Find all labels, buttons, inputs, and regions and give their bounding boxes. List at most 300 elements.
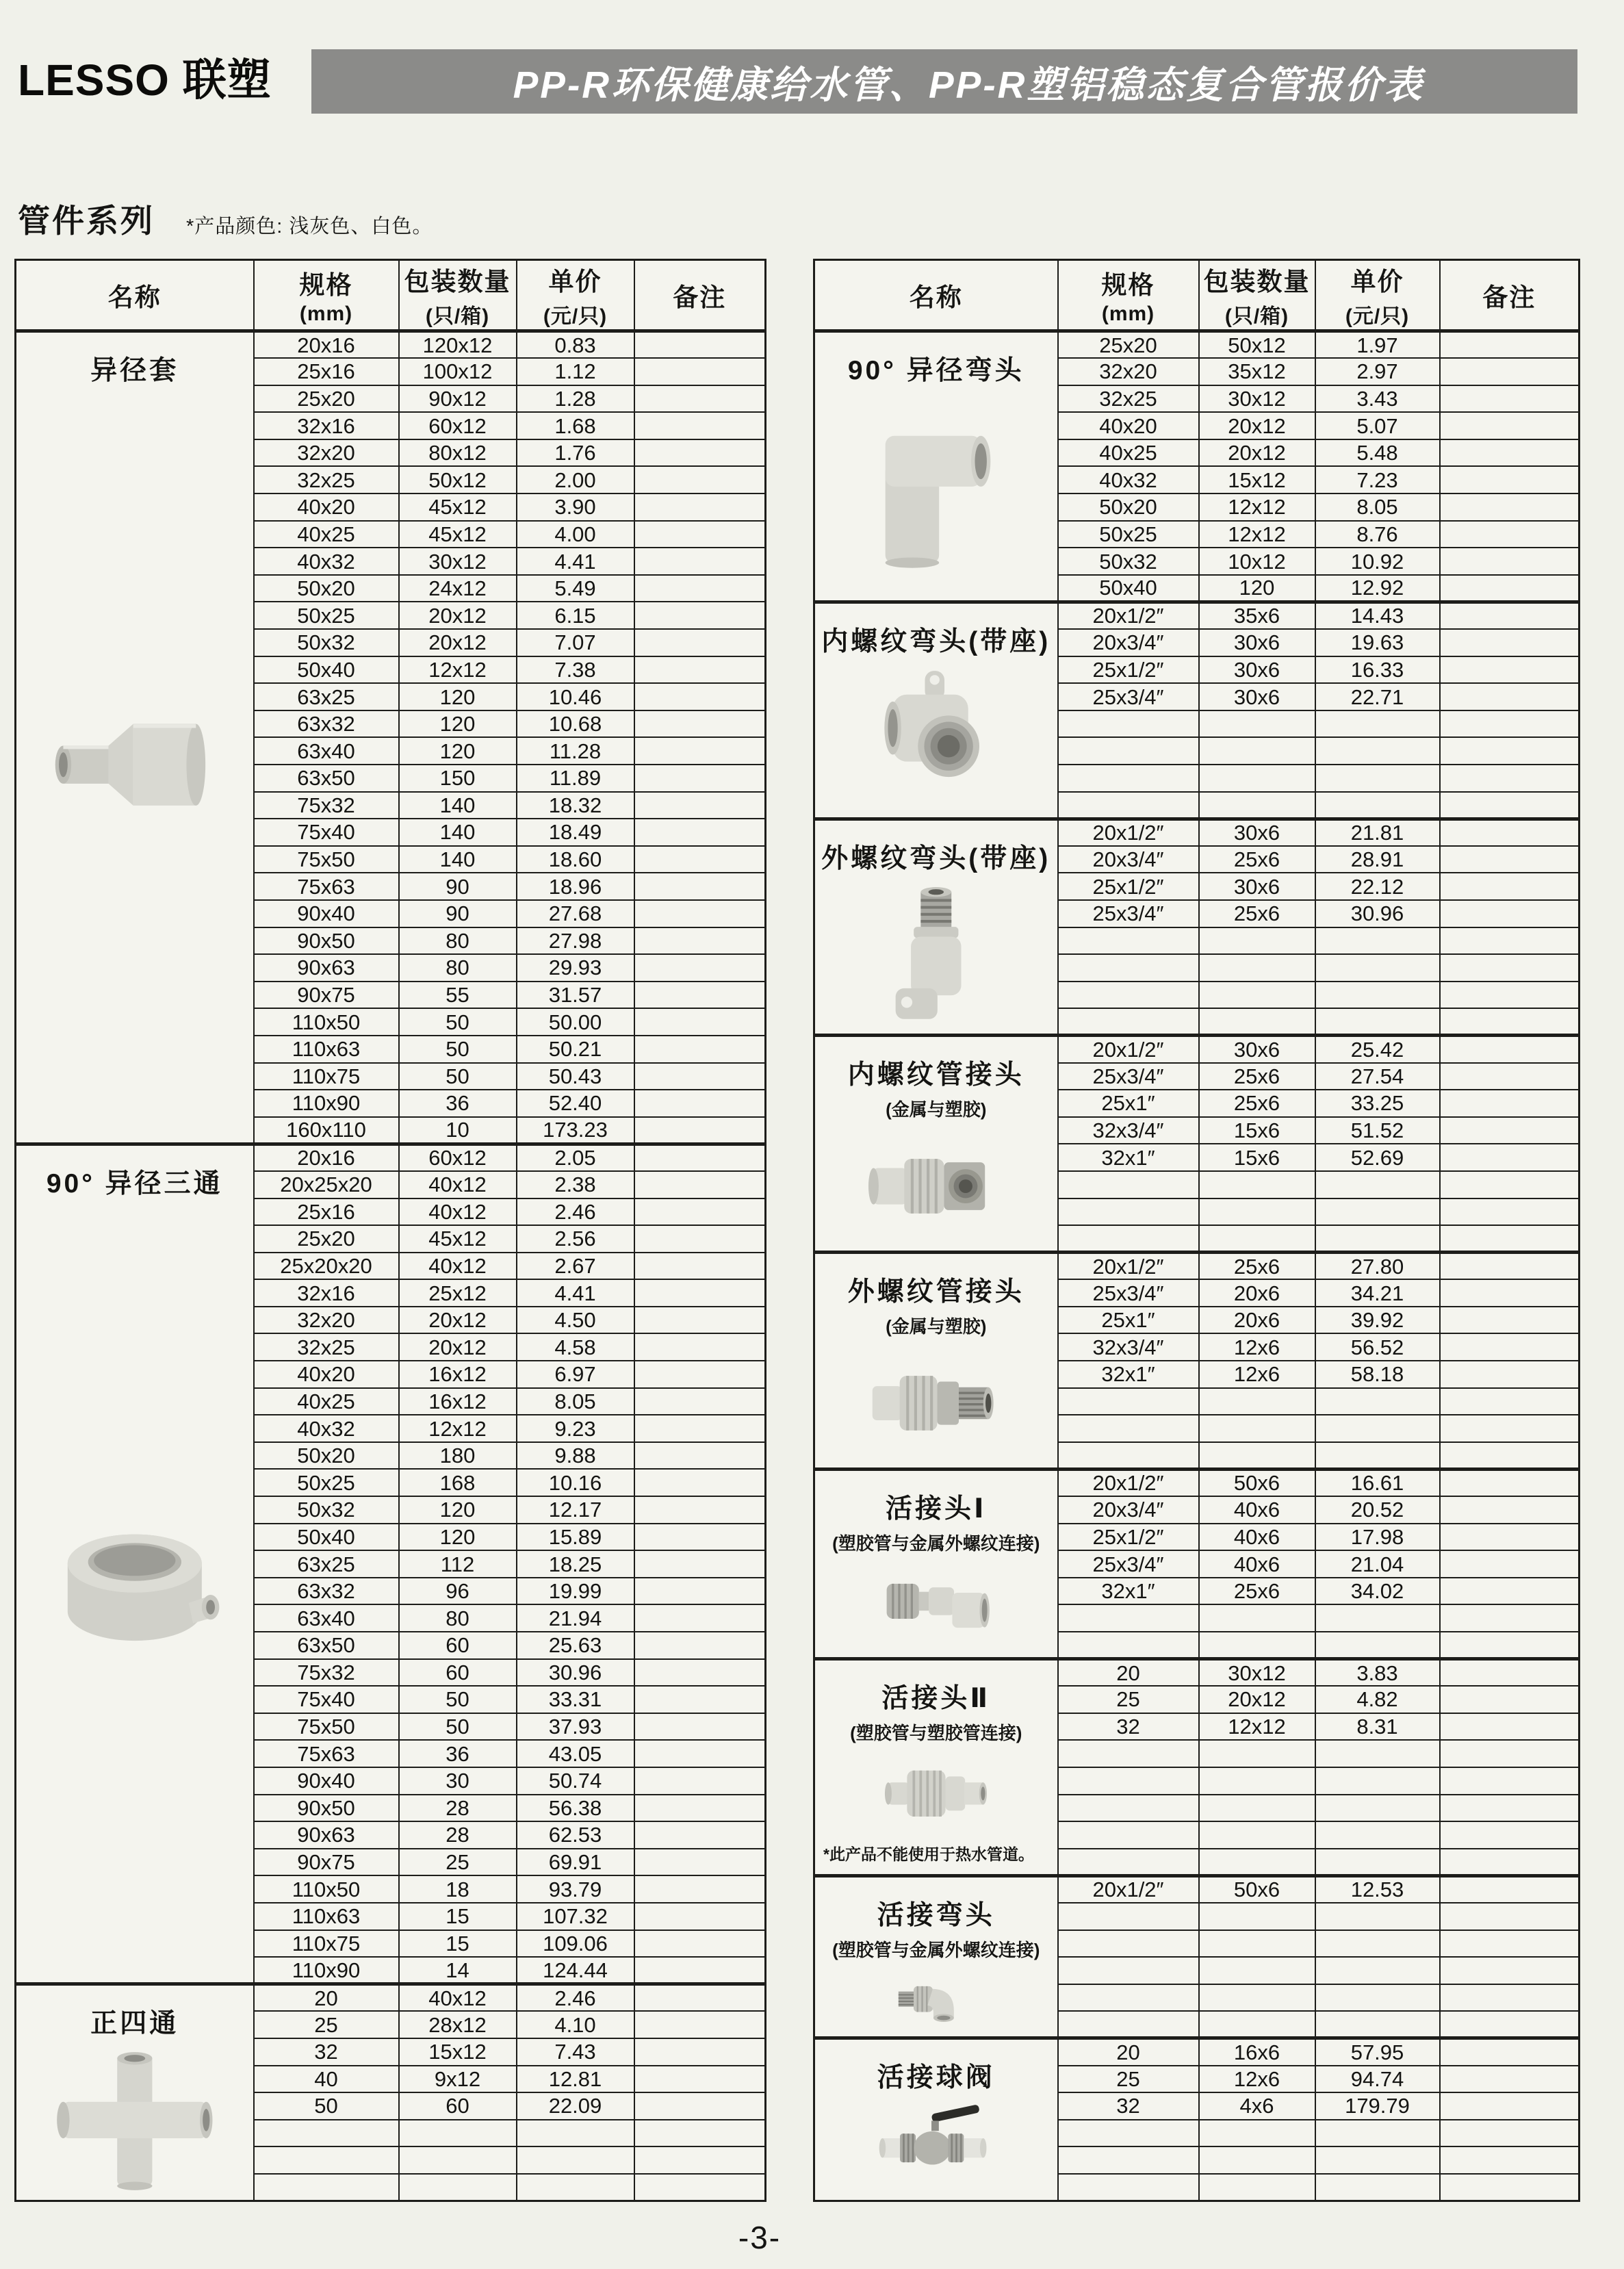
- price-cell: 8.31: [1315, 1713, 1440, 1741]
- spec-cell: 25x20: [1058, 331, 1199, 359]
- remark-cell: [634, 819, 766, 846]
- price-cell: [1315, 737, 1440, 765]
- price-cell: 34.02: [1315, 1578, 1440, 1605]
- spec-cell: [1058, 1442, 1199, 1470]
- price-cell: 27.98: [517, 927, 634, 955]
- remark-cell: [1440, 2066, 1580, 2093]
- spec-cell: 63x32: [254, 710, 399, 738]
- remark-cell: [1440, 1090, 1580, 1117]
- product-name-cell: [814, 1659, 1058, 1876]
- remark-cell: [1440, 1767, 1580, 1795]
- price-cell: 21.04: [1315, 1550, 1440, 1578]
- remark-cell: [634, 1713, 766, 1741]
- price-cell: 5.07: [1315, 412, 1440, 439]
- price-cell: 2.38: [517, 1171, 634, 1198]
- qty-cell: 45x12: [399, 1225, 517, 1253]
- remark-cell: [634, 1795, 766, 1822]
- remark-cell: [1440, 1307, 1580, 1334]
- qty-cell: 15: [399, 1930, 517, 1958]
- remark-cell: [634, 982, 766, 1009]
- price-cell: 3.83: [1315, 1659, 1440, 1687]
- price-cell: [1315, 1632, 1440, 1659]
- price-cell: 5.49: [517, 575, 634, 602]
- spec-cell: 160x110: [254, 1117, 399, 1144]
- qty-cell: 112: [399, 1550, 517, 1578]
- spec-cell: 40x32: [254, 548, 399, 575]
- price-cell: [1315, 1225, 1440, 1253]
- spec-cell: 40x32: [1058, 466, 1199, 493]
- price-cell: 2.05: [517, 1144, 634, 1171]
- spec-cell: 25x1″: [1058, 1090, 1199, 1117]
- spec-cell: 25x1/2″: [1058, 873, 1199, 900]
- spec-cell: 50x32: [1058, 548, 1199, 575]
- qty-cell: 28: [399, 1795, 517, 1822]
- spec-cell: 50x20: [254, 575, 399, 602]
- remark-cell: [634, 792, 766, 819]
- spec-cell: 40x32: [254, 1415, 399, 1442]
- qty-cell: 45x12: [399, 521, 517, 548]
- spec-cell: 63x50: [254, 765, 399, 792]
- remark-cell: [634, 358, 766, 385]
- table-row: [814, 819, 1580, 846]
- qty-cell: 50x6: [1199, 1469, 1315, 1496]
- price-cell: 6.97: [517, 1361, 634, 1388]
- remark-cell: [634, 1604, 766, 1632]
- qty-cell: 10: [399, 1117, 517, 1144]
- price-cell: 12.81: [517, 2066, 634, 2093]
- price-cell: 1.12: [517, 358, 634, 385]
- table-row: [814, 602, 1580, 629]
- header-label: 规格: [299, 271, 353, 299]
- color-note: *产品颜色: 浅灰色、白色。: [186, 216, 433, 238]
- product-photo-ball-valve: [815, 2094, 1057, 2200]
- spec-cell: 20x3/4″: [1058, 1496, 1199, 1524]
- remark-cell: [1440, 819, 1580, 846]
- remark-cell: [1440, 846, 1580, 873]
- table-row: [814, 1253, 1580, 1280]
- product-photo-male-threaded-seat-elbow: [815, 875, 1057, 1034]
- qty-cell: [1199, 1415, 1315, 1442]
- spec-cell: 50x40: [254, 656, 399, 684]
- spec-cell: 20x3/4″: [1058, 629, 1199, 656]
- remark-cell: [634, 1524, 766, 1551]
- qty-cell: 50: [399, 1036, 517, 1063]
- product-section: [16, 331, 766, 1144]
- remark-cell: [1440, 1442, 1580, 1470]
- price-cell: 10.92: [1315, 548, 1440, 575]
- qty-cell: 20x12: [399, 1307, 517, 1334]
- spec-cell: 20x1/2″: [1058, 1875, 1199, 1903]
- remark-cell: [1440, 2092, 1580, 2120]
- remark-cell: [1440, 602, 1580, 629]
- remark-cell: [634, 656, 766, 684]
- qty-cell: 120: [399, 1496, 517, 1524]
- price-cell: 33.31: [517, 1686, 634, 1713]
- price-cell: 1.97: [1315, 331, 1440, 359]
- price-cell: 22.09: [517, 2092, 634, 2120]
- remark-cell: [1440, 1279, 1580, 1307]
- price-cell: [1315, 1740, 1440, 1767]
- price-cell: 18.49: [517, 819, 634, 846]
- table-row: [16, 1984, 766, 2012]
- spec-cell: [1058, 1415, 1199, 1442]
- qty-cell: 180: [399, 1442, 517, 1470]
- remark-cell: [1440, 1713, 1580, 1741]
- qty-cell: 55: [399, 982, 517, 1009]
- remark-cell: [634, 1117, 766, 1144]
- header-unit: (元/只): [543, 305, 608, 328]
- remark-cell: [1440, 575, 1580, 602]
- price-column-header: [1315, 260, 1440, 331]
- qty-cell: [1199, 2120, 1315, 2147]
- remark-cell: [634, 1930, 766, 1958]
- qty-cell: 25x6: [1199, 1063, 1315, 1090]
- price-cell: 2.67: [517, 1253, 634, 1280]
- spec-cell: 32x25: [254, 466, 399, 493]
- remark-cell: [1440, 1171, 1580, 1198]
- header-row: [16, 260, 766, 331]
- qty-cell: 120: [1199, 575, 1315, 602]
- remark-cell: [634, 1469, 766, 1496]
- remark-cell: [1440, 385, 1580, 413]
- price-cell: 8.05: [517, 1388, 634, 1415]
- remark-cell: [634, 1821, 766, 1849]
- remark-cell: [1440, 683, 1580, 710]
- spec-cell: 25x1/2″: [1058, 656, 1199, 684]
- product-section: [814, 1469, 1580, 1658]
- qty-cell: 36: [399, 1090, 517, 1117]
- qty-cell: 30x12: [1199, 385, 1315, 413]
- spec-cell: 40x20: [254, 1361, 399, 1388]
- product-section: [814, 331, 1580, 602]
- price-cell: 28.91: [1315, 846, 1440, 873]
- spec-cell: [1058, 2146, 1199, 2174]
- qty-cell: 40x12: [399, 1253, 517, 1280]
- qty-cell: 12x6: [1199, 1333, 1315, 1361]
- spec-cell: 32x1″: [1058, 1361, 1199, 1388]
- header-row: [814, 260, 1580, 331]
- remark-cell: [634, 927, 766, 955]
- qty-cell: [1199, 1225, 1315, 1253]
- table-row: [814, 1469, 1580, 1496]
- remark-cell: [634, 1090, 766, 1117]
- price-cell: 37.93: [517, 1713, 634, 1741]
- price-cell: [1315, 1903, 1440, 1930]
- spec-cell: 25x3/4″: [1058, 900, 1199, 927]
- product-name: 活接球阀: [877, 2063, 995, 2093]
- price-cell: 29.93: [517, 954, 634, 982]
- price-cell: 2.00: [517, 466, 634, 493]
- price-cell: 4.41: [517, 1279, 634, 1307]
- price-cell: 39.92: [1315, 1307, 1440, 1334]
- remark-cell: [634, 602, 766, 629]
- remark-cell: [634, 575, 766, 602]
- qty-cell: 50: [399, 1713, 517, 1741]
- price-cell: 16.33: [1315, 656, 1440, 684]
- header-label: 单价: [1350, 268, 1404, 296]
- spec-cell: 63x25: [254, 1550, 399, 1578]
- product-name-cell: [814, 1253, 1058, 1470]
- remark-cell: [634, 1659, 766, 1687]
- price-cell: 18.32: [517, 792, 634, 819]
- spec-cell: 25x3/4″: [1058, 1279, 1199, 1307]
- price-cell: [1315, 1442, 1440, 1470]
- qty-cell: 28x12: [399, 2011, 517, 2038]
- qty-cell: [1199, 1767, 1315, 1795]
- qty-cell: 18: [399, 1875, 517, 1903]
- price-cell: 50.21: [517, 1036, 634, 1063]
- price-cell: 34.21: [1315, 1279, 1440, 1307]
- spec-cell: [1058, 1198, 1199, 1226]
- qty-cell: 50: [399, 1008, 517, 1036]
- header-unit: (mm): [1101, 303, 1155, 325]
- price-cell: 43.05: [517, 1740, 634, 1767]
- remark-cell: [1440, 656, 1580, 684]
- qty-cell: 28: [399, 1821, 517, 1849]
- product-photo-female-threaded-union: [815, 1121, 1057, 1251]
- product-section: [814, 819, 1580, 1036]
- qty-cell: [1199, 1198, 1315, 1226]
- product-section: [814, 602, 1580, 819]
- remark-cell: [634, 1333, 766, 1361]
- remark-cell: [1440, 1253, 1580, 1280]
- product-name-cell: [814, 331, 1058, 602]
- remark-cell: [634, 1984, 766, 2012]
- remark-cell: [1440, 1957, 1580, 1984]
- price-cell: 7.43: [517, 2038, 634, 2066]
- spec-cell: [1058, 765, 1199, 792]
- qty-cell: 14: [399, 1957, 517, 1984]
- qty-cell: 90x12: [399, 385, 517, 413]
- spec-cell: [1058, 2174, 1199, 2201]
- spec-cell: 32x3/4″: [1058, 1117, 1199, 1144]
- remark-cell: [1440, 1984, 1580, 2012]
- qty-cell: 20x12: [399, 602, 517, 629]
- qty-cell: 30x6: [1199, 629, 1315, 656]
- spec-cell: [1058, 1903, 1199, 1930]
- qty-cell: 60x12: [399, 412, 517, 439]
- spec-cell: 75x32: [254, 792, 399, 819]
- spec-cell: 63x40: [254, 737, 399, 765]
- remark-cell: [1440, 1333, 1580, 1361]
- product-name-cell: [16, 1144, 254, 1984]
- table-row: [16, 1144, 766, 1171]
- spec-cell: 90x40: [254, 1767, 399, 1795]
- remark-cell: [634, 900, 766, 927]
- price-cell: 3.43: [1315, 385, 1440, 413]
- product-name-cell: [16, 331, 254, 1144]
- spec-cell: 25x20: [254, 1225, 399, 1253]
- price-cell: [1315, 1198, 1440, 1226]
- header-unit: (只/箱): [1224, 305, 1289, 328]
- spec-cell: [1058, 1388, 1199, 1415]
- price-cell: 25.42: [1315, 1036, 1440, 1063]
- spec-cell: 32: [1058, 2092, 1199, 2120]
- price-cell: 18.60: [517, 846, 634, 873]
- remark-cell: [1440, 1198, 1580, 1226]
- qty-cell: 50x12: [1199, 331, 1315, 359]
- remark-cell: [1440, 1632, 1580, 1659]
- qty-column-header: [1199, 260, 1315, 331]
- qty-cell: 90: [399, 900, 517, 927]
- spec-cell: 75x50: [254, 1713, 399, 1741]
- remark-cell: [1440, 1036, 1580, 1063]
- qty-cell: 30x6: [1199, 873, 1315, 900]
- product-section: [814, 1253, 1580, 1470]
- spec-cell: [1058, 1632, 1199, 1659]
- remark-cell: [634, 1225, 766, 1253]
- remark-cell: [634, 2092, 766, 2120]
- qty-cell: 50: [399, 1063, 517, 1090]
- header-label: 规格: [1101, 271, 1155, 299]
- spec-cell: 32x25: [254, 1333, 399, 1361]
- spec-cell: [1058, 1171, 1199, 1198]
- remark-cell: [1440, 1740, 1580, 1767]
- spec-cell: 32x20: [1058, 358, 1199, 385]
- spec-cell: 25x16: [254, 1198, 399, 1226]
- spec-cell: 50x32: [254, 1496, 399, 1524]
- price-cell: 15.89: [517, 1524, 634, 1551]
- spec-cell: 20: [1058, 2038, 1199, 2066]
- remark-cell: [634, 1144, 766, 1171]
- spec-cell: 32: [254, 2038, 399, 2066]
- price-cell: [1315, 710, 1440, 738]
- table-row: [814, 1659, 1580, 1687]
- price-cell: [1315, 1849, 1440, 1876]
- spec-cell: 50x40: [1058, 575, 1199, 602]
- remark-cell: [1440, 765, 1580, 792]
- remark-cell: [634, 710, 766, 738]
- price-cell: [1315, 1008, 1440, 1036]
- qty-cell: 12x12: [399, 656, 517, 684]
- spec-cell: 20x3/4″: [1058, 846, 1199, 873]
- remark-cell: [1440, 2174, 1580, 2201]
- spec-cell: [1058, 2120, 1199, 2147]
- price-cell: 18.96: [517, 873, 634, 900]
- remark-cell: [634, 439, 766, 467]
- qty-column-header: [399, 260, 517, 331]
- remark-cell: [1440, 1849, 1580, 1876]
- price-cell: [1315, 1930, 1440, 1958]
- product-section: [814, 1659, 1580, 1876]
- product-photo-reducing-coupling: [16, 387, 253, 1142]
- qty-cell: 16x6: [1199, 2038, 1315, 2066]
- spec-cell: 110x90: [254, 1090, 399, 1117]
- spec-column-header: [254, 260, 399, 331]
- spec-cell: 25x20x20: [254, 1253, 399, 1280]
- spec-cell: 25x16: [254, 358, 399, 385]
- remark-cell: [1440, 493, 1580, 521]
- spec-cell: 32x16: [254, 1279, 399, 1307]
- product-section: [16, 1984, 766, 2201]
- remark-cell: [634, 466, 766, 493]
- price-cell: 33.25: [1315, 1090, 1440, 1117]
- spec-cell: 110x50: [254, 1008, 399, 1036]
- price-cell: 107.32: [517, 1903, 634, 1930]
- price-cell: 69.91: [517, 1849, 634, 1876]
- qty-cell: 16x12: [399, 1361, 517, 1388]
- spec-cell: 25: [254, 2011, 399, 2038]
- price-cell: 2.97: [1315, 358, 1440, 385]
- qty-cell: 20x12: [1199, 1686, 1315, 1713]
- qty-cell: 120: [399, 683, 517, 710]
- price-cell: 0.83: [517, 331, 634, 359]
- remark-cell: [1440, 1388, 1580, 1415]
- fittings-price-table-left: [14, 259, 766, 2202]
- spec-cell: 20x25x20: [254, 1171, 399, 1198]
- remark-cell: [634, 1578, 766, 1605]
- remark-cell: [634, 1550, 766, 1578]
- remark-cell: [1440, 439, 1580, 467]
- spec-cell: [1058, 2011, 1199, 2038]
- product-name-cell: [16, 1984, 254, 2201]
- spec-cell: 20x1/2″: [1058, 819, 1199, 846]
- qty-cell: [1199, 2146, 1315, 2174]
- remark-cell: [634, 954, 766, 982]
- price-cell: 7.23: [1315, 466, 1440, 493]
- spec-cell: 63x50: [254, 1632, 399, 1659]
- remark-cell: [1440, 2146, 1580, 2174]
- spec-cell: 110x90: [254, 1957, 399, 1984]
- price-cell: 56.52: [1315, 1333, 1440, 1361]
- remark-cell: [634, 1388, 766, 1415]
- price-cell: 50.00: [517, 1008, 634, 1036]
- product-photo-female-threaded-seat-elbow: [815, 658, 1057, 817]
- qty-cell: 15x6: [1199, 1144, 1315, 1171]
- price-cell: 27.54: [1315, 1063, 1440, 1090]
- spec-cell: [1058, 927, 1199, 955]
- price-cell: 30.96: [517, 1659, 634, 1687]
- price-cell: 109.06: [517, 1930, 634, 1958]
- remark-cell: [634, 1279, 766, 1307]
- price-cell: [1315, 1821, 1440, 1849]
- remark-cell: [634, 2120, 766, 2147]
- qty-cell: 100x12: [399, 358, 517, 385]
- spec-cell: 25: [1058, 2066, 1199, 2093]
- product-subtitle: (塑胶管与金属外螺纹连接): [832, 1533, 1040, 1554]
- price-cell: [517, 2120, 634, 2147]
- price-cell: 4.41: [517, 548, 634, 575]
- qty-cell: [1199, 2011, 1315, 2038]
- remark-cell: [634, 1198, 766, 1226]
- remark-cell: [1440, 1469, 1580, 1496]
- header-label: 名称: [107, 283, 162, 311]
- price-cell: 50.74: [517, 1767, 634, 1795]
- remark-column-header: [1440, 260, 1580, 331]
- spec-cell: [1058, 1849, 1199, 1876]
- spec-cell: 90x50: [254, 927, 399, 955]
- product-section: [814, 2038, 1580, 2201]
- brand-logo: LESSO 联塑: [18, 55, 272, 105]
- product-name: 异径套: [90, 356, 179, 385]
- remark-cell: [634, 2146, 766, 2174]
- product-name: 内螺纹管接头: [847, 1060, 1024, 1090]
- price-cell: 173.23: [517, 1117, 634, 1144]
- price-cell: 1.76: [517, 439, 634, 467]
- spec-cell: 110x75: [254, 1063, 399, 1090]
- spec-cell: [1058, 1957, 1199, 1984]
- remark-cell: [634, 1307, 766, 1334]
- qty-cell: 35x6: [1199, 602, 1315, 629]
- price-cell: 2.46: [517, 1198, 634, 1226]
- spec-cell: 20x1/2″: [1058, 1253, 1199, 1280]
- qty-cell: 20x12: [399, 629, 517, 656]
- qty-cell: 20x12: [1199, 412, 1315, 439]
- remark-cell: [634, 1632, 766, 1659]
- qty-cell: 120: [399, 737, 517, 765]
- qty-cell: 50: [399, 1686, 517, 1713]
- product-name: 活接弯头: [877, 1900, 995, 1930]
